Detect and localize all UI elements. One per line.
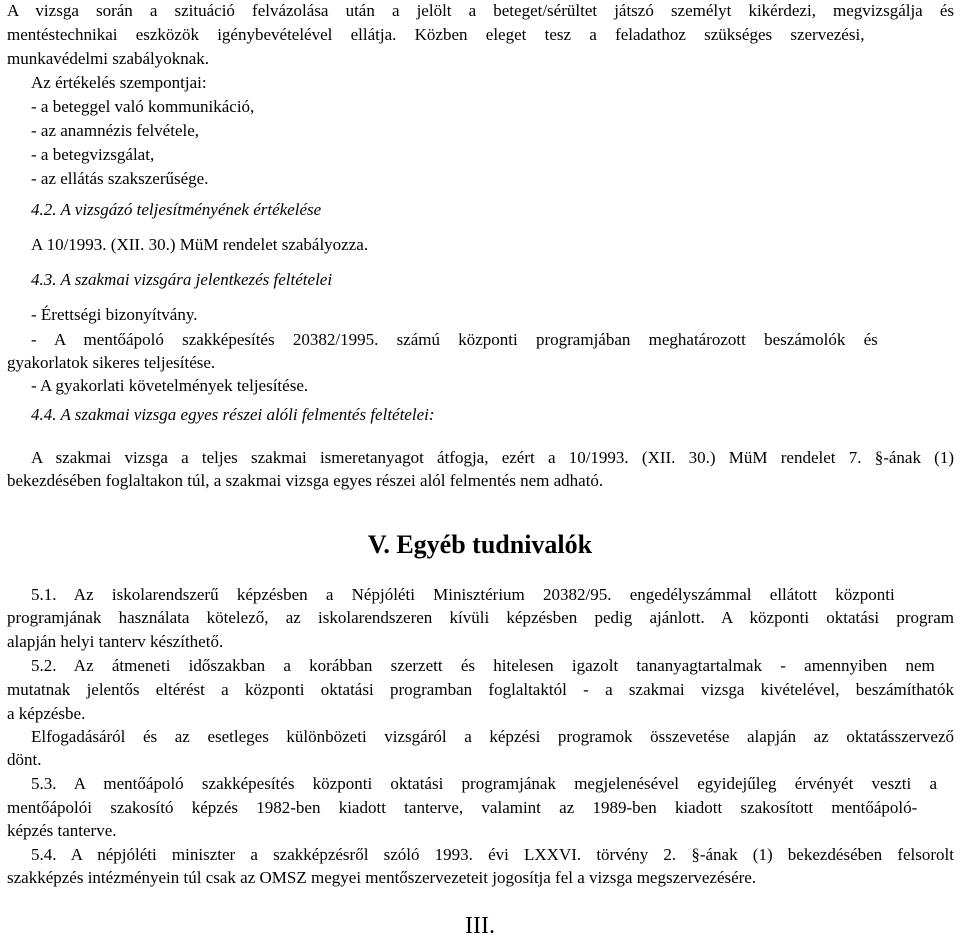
section-4-4-title: 4.4. A szakmai vizsga egyes részei alóli felmentés feltételei: xyxy=(31,405,435,424)
section-5-2-line-2: mutatnak jelentős eltérést a központi oktatási programban foglaltaktól - a szakmai vizsga kivételével, beszámíthatók xyxy=(7,680,954,699)
page-number: III. xyxy=(465,913,495,939)
criteria-title: Az értékelés szempontjai: xyxy=(31,73,207,92)
chapter-title: V. Egyéb tudnivalók xyxy=(367,530,593,559)
section-5-2-line-3: a képzésbe. xyxy=(7,704,86,723)
section-4-3-line-1: - Érettségi bizonyítvány. xyxy=(31,305,198,324)
intro-line-3: munkavédelmi szabályoknak. xyxy=(7,49,210,68)
section-4-3-title: 4.3. A szakmai vizsgára jelentkezés feltételei xyxy=(31,270,333,289)
section-4-3-line-4: - A gyakorlati követelmények teljesítése. xyxy=(31,376,309,395)
section-4-3-line-2: - A mentőápoló szakképesítés 20382/1995. számú központi programjában meghatározott beszámolók és xyxy=(31,330,878,349)
criteria-item: - az anamnézis felvétele, xyxy=(31,121,200,140)
section-4-2-text: A 10/1993. (XII. 30.) MüM rendelet szabályozza. xyxy=(31,235,369,254)
section-5-4-line-1: 5.4. A népjóléti miniszter a szakképzésről szóló 1993. évi LXXVI. törvény 2. §-ának (1) bekezdésében felsorolt xyxy=(31,845,954,864)
section-5-3-line-1: 5.3. A mentőápoló szakképesítés központi oktatási programjának megjelenésével egyidejűleg érvényét veszti a xyxy=(31,774,938,793)
section-5-3-line-2: mentőápolói szakosító képzés 1982-ben kiadott tanterve, valamint az 1989-ben kiadott szakosított mentőápoló- xyxy=(7,798,918,817)
intro-line-2: mentéstechnikai eszközök igénybevételével ellátja. Közben eleget tesz a feladathoz szükséges szervezési, xyxy=(7,25,865,44)
intro-line-1: A vizsga során a szituáció felvázolása után a jelölt a beteget/sérültet játszó személyt kikérdezi, megvizsgálja és xyxy=(7,1,954,20)
section-5-1-line-3: alapján helyi tanterv készíthető. xyxy=(7,632,224,651)
section-4-4-line-1: A szakmai vizsga a teljes szakmai ismeretanyagot átfogja, ezért a 10/1993. (XII. 30.) MüM rendelet 7. §-ának (1) xyxy=(31,448,954,467)
section-5-1-line-1: 5.1. Az iskolarendszerű képzésben a Népjóléti Minisztérium 20382/95. engedélyszámmal ellátott központi xyxy=(31,585,895,604)
section-5-2-line-1: 5.2. Az átmeneti időszakban a korábban szerzett és hitelesen igazolt tananyagtartalmak - amennyiben nem xyxy=(31,656,935,675)
section-4-4-line-2: bekezdésében foglaltakon túl, a szakmai vizsga egyes részei alól felmentés nem adható. xyxy=(7,471,604,490)
section-4-3-line-3: gyakorlatok sikeres teljesítése. xyxy=(7,353,216,372)
section-5-3-line-3: képzés tanterve. xyxy=(7,821,117,840)
criteria-item: - a beteggel való kommunikáció, xyxy=(31,97,255,116)
criteria-item: - a betegvizsgálat, xyxy=(31,145,155,164)
section-5-2-line-4: Elfogadásáról és az esetleges különbözeti vizsgáról a képzési programok összevetése alapján az oktatásszervező xyxy=(31,727,954,746)
criteria-item: - az ellátás szakszerűsége. xyxy=(31,169,209,188)
section-4-2-title: 4.2. A vizsgázó teljesítményének értékelése xyxy=(31,200,322,219)
section-5-4-line-2: szakképzés intézményein túl csak az OMSZ megyei mentőszervezeteit jogosítja fel a vizsga megszervezésére. xyxy=(7,868,757,887)
section-5-2-line-5: dönt. xyxy=(7,750,42,769)
section-5-1-line-2: programjának használata kötelező, az iskolarendszeren kívüli képzésben pedig ajánlott. A központi oktatási program xyxy=(7,608,954,627)
